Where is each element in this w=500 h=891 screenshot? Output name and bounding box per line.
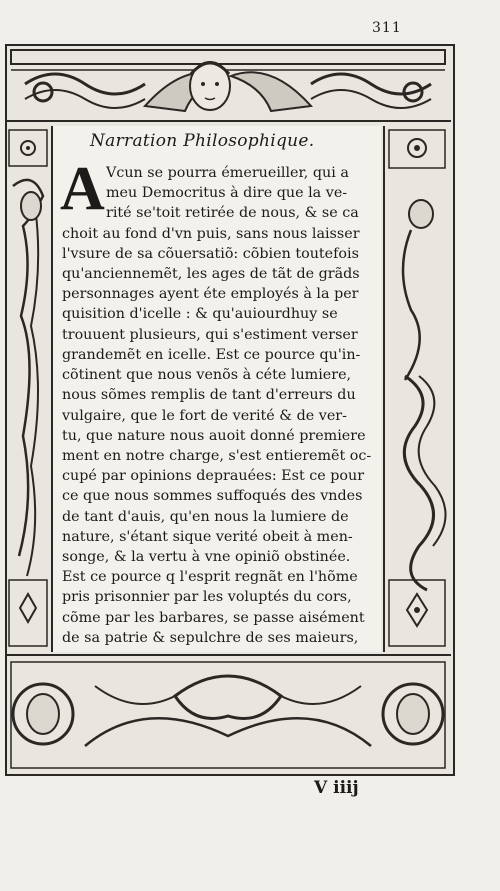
body-line: nous sõmes remplis de tant d'erreurs du <box>62 387 356 404</box>
body-line: rité se'toit retirée de nous, & se ca <box>106 205 359 222</box>
page-number: 311 <box>372 20 402 36</box>
body-line: nature, s'étant sique verité obeit à men- <box>62 528 353 545</box>
body-line: ce que nous sommes suffoqués des vndes <box>62 488 363 505</box>
body-line: quisition d'icelle : & qu'auiourdhuy se <box>62 306 338 323</box>
body-line: tu, que nature nous auoit donné premiere <box>62 427 366 444</box>
section-title: Narration Philosophique. <box>90 131 315 151</box>
frame-lintel <box>5 44 451 122</box>
body-line: meu Democritus à dire que la ve- <box>106 185 348 202</box>
body-line: cupé par opinions deprauées: Est ce pour <box>62 468 365 485</box>
body-line: qu'anciennemẽt, les ages de tãt de grãds <box>62 266 360 283</box>
body-line: trouuent plusieurs, qui s'estiment verser <box>62 326 358 343</box>
signature-mark: V iiij <box>314 778 359 798</box>
body-line: cõme par les barbares, se passe aisément <box>62 609 365 626</box>
body-line: Vcun se pourra émerueiller, qui a <box>106 165 349 181</box>
body-line: grandemẽt en icelle. Est ce pource qu'in- <box>62 346 361 363</box>
right-pillar <box>383 126 449 652</box>
body-line: Est ce pource q l'esprit regnãt en l'hõme <box>62 569 358 586</box>
body-line: de sa patrie & sepulchre de ses maieurs, <box>62 629 359 646</box>
body-line: personnages ayent éte employés à la per <box>62 286 359 303</box>
left-pillar <box>5 126 53 652</box>
body-line: pris prisonnier par les voluptés du cors, <box>62 589 352 606</box>
body-line: de tant d'auis, qu'en nous la lumiere de <box>62 508 349 525</box>
body-line: cõtinent que nous venõs à céte lumiere, <box>62 367 352 384</box>
body-line: l'vsure de sa cõuersatiõ: cõbien toutefois <box>62 245 359 262</box>
body-line: songe, & la vertu à vne opiniõ obstinée. <box>62 548 351 565</box>
body-line: ment en notre charge, s'est entieremẽt oc- <box>62 447 372 464</box>
body-line: vulgaire, que le fort de verité & de ver- <box>62 407 347 424</box>
drop-cap: A <box>60 155 105 223</box>
body-line: choit au fond d'vn puis, sans nous laisser <box>62 225 360 242</box>
frame-base <box>5 654 451 774</box>
